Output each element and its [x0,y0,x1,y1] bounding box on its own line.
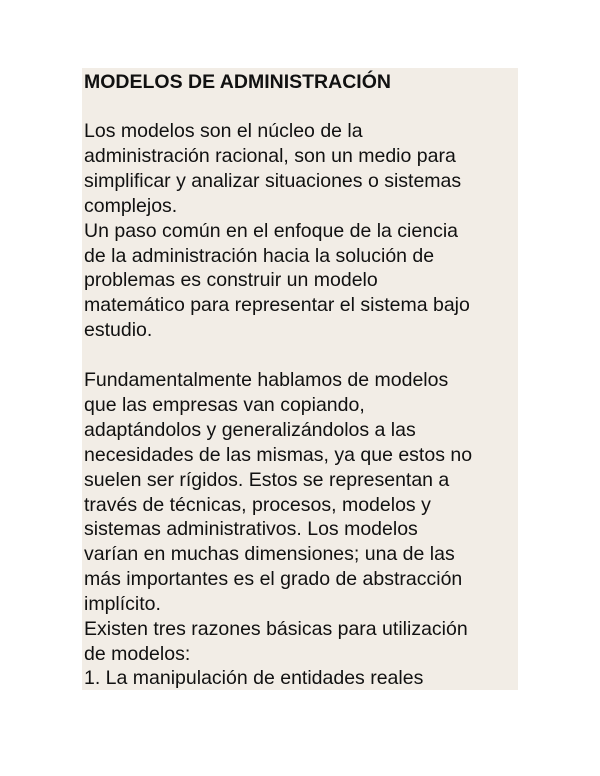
paragraph-line: Fundamentalmente hablamos de modelos [84,369,449,391]
paragraph-line: necesidades de las mismas, ya que estos no [84,444,473,466]
paragraph-line: matemático para representar el sistema bajo [84,294,470,316]
paragraph-line: de la administración hacia la solución de [84,245,435,267]
paragraph-line: implícito. [84,593,161,615]
paragraph-line: estudio. [84,319,153,341]
paragraph-line: Existen tres razones básicas para utilización [84,618,468,640]
paragraph-line: que las empresas van copiando, [84,394,365,416]
paragraph-line: administración racional, son un medio para [84,145,456,167]
paragraph-line: varían en muchas dimensiones; una de las [84,543,455,565]
paragraph-line: adaptándolos y generalizándolos a las [84,419,416,441]
paragraph-line: problemas es construir un modelo [84,269,378,291]
paragraph-line: través de técnicas, procesos, modelos y [84,494,431,516]
paragraph-line: complejos. [84,195,178,217]
paragraph-line: de modelos: [84,643,191,665]
paragraph-line: suelen ser rígidos. Estos se representan a [84,469,450,491]
paragraph-line: más importantes es el grado de abstracción [84,568,463,590]
document-title: MODELOS DE ADMINISTRACIÓN [84,71,391,93]
paragraph-line: simplificar y analizar situaciones o sistemas [84,170,462,192]
paragraph-line: 1. La manipulación de entidades reales [84,667,424,689]
paragraph-line: Un paso común en el enfoque de la ciencia [84,220,459,242]
text-block [82,68,518,690]
paragraph-line: sistemas administrativos. Los modelos [84,518,418,540]
paragraph-line: Los modelos son el núcleo de la [84,120,363,142]
